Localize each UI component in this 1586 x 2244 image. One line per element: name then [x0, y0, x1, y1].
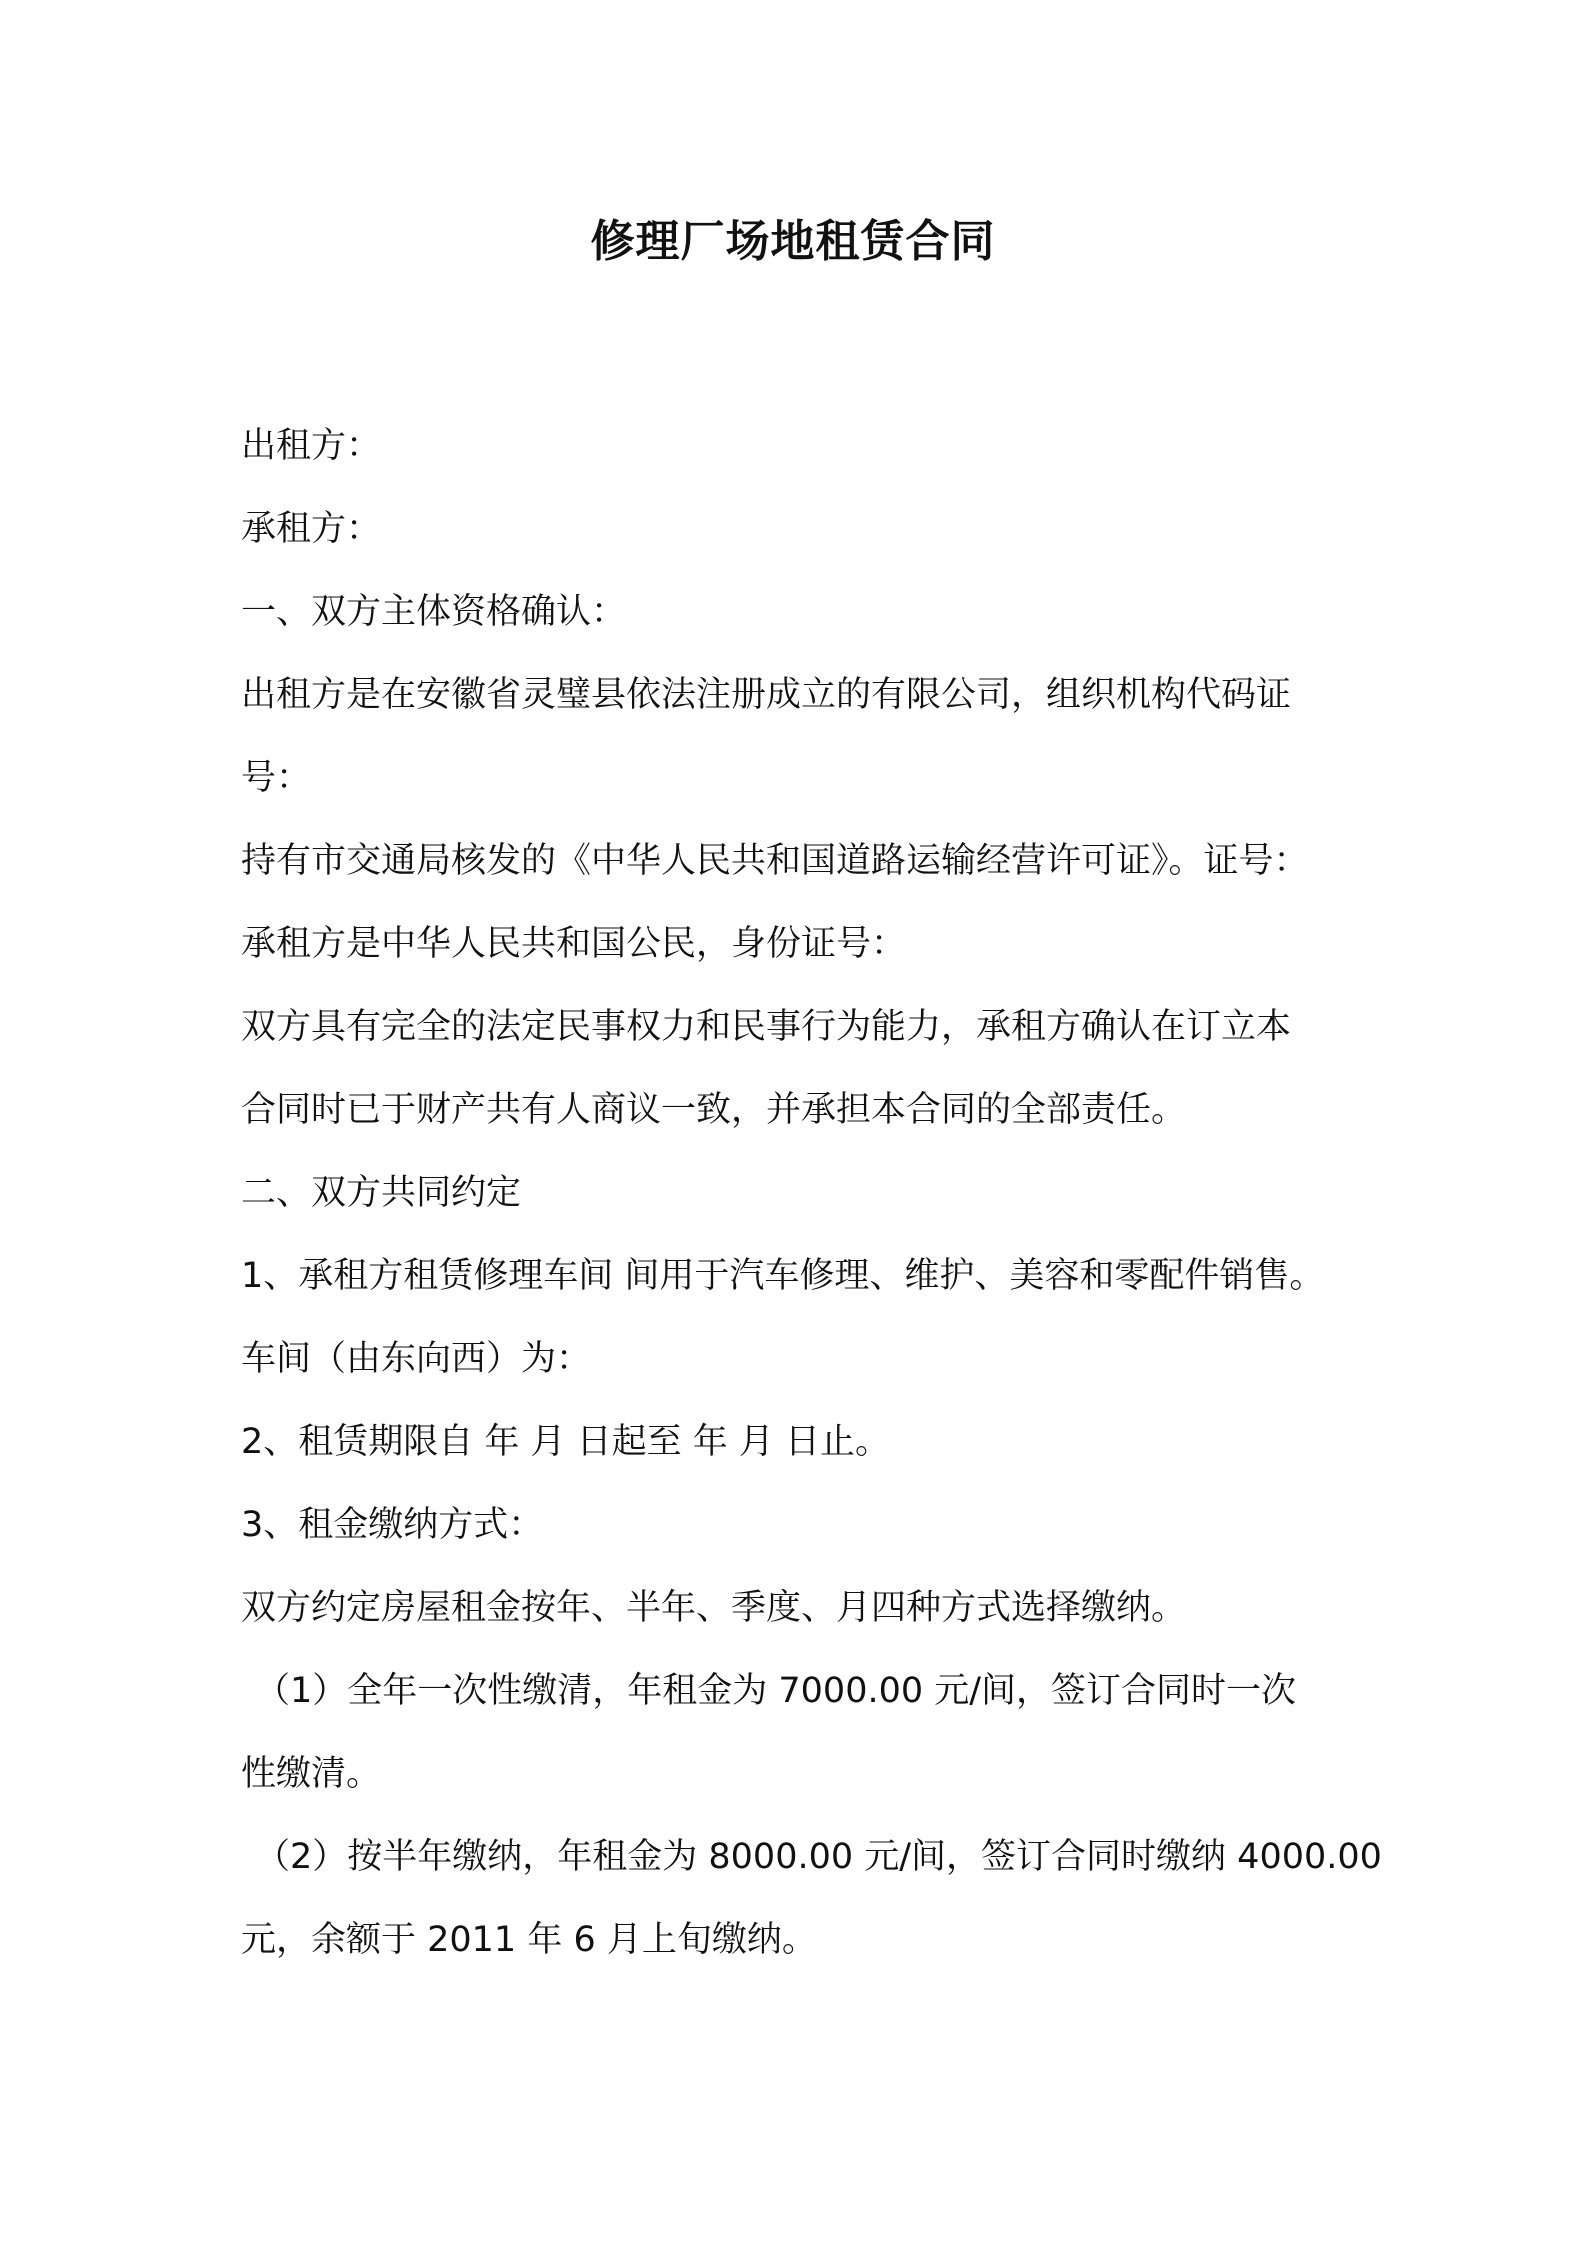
clause-line: 3、租金缴纳方式： — [241, 1505, 544, 1545]
lessor-line: 出租方： — [241, 426, 382, 466]
paragraph-line: 双方具有完全的法定民事权力和民事行为能力，承租方确认在订立本 — [241, 1007, 1292, 1047]
paragraph-line: 号： — [241, 758, 312, 798]
clause-line: 1、承租方租赁修理车间 间用于汽车修理、维护、美容和零配件销售。 — [241, 1256, 1325, 1296]
paragraph-line: 持有市交通局核发的《中华人民共和国道路运输经营许可证》。证号： — [241, 841, 1309, 881]
paragraph-line: 合同时已于财产共有人商议一致，并承担本合同的全部责任。 — [241, 1090, 1187, 1130]
section-heading-1: 一、双方主体资格确认： — [241, 592, 627, 632]
paragraph-line: 承租方是中华人民共和国公民，身份证号： — [241, 924, 907, 964]
document-title: 修理厂场地租赁合同 — [590, 216, 996, 267]
payment-option-line: 性缴清。 — [241, 1754, 382, 1794]
clause-line: 车间（由东向西）为： — [241, 1339, 592, 1379]
paragraph-line: 双方约定房屋租金按年、半年、季度、月四种方式选择缴纳。 — [241, 1588, 1187, 1628]
payment-option-line: （2）按半年缴纳，年租金为 8000.00 元/间，签订合同时缴纳 4000.00 — [255, 1837, 1382, 1877]
clause-line: 2、租赁期限自 年 月 日起至 年 月 日止。 — [241, 1422, 891, 1462]
lessee-line: 承租方： — [241, 509, 382, 549]
section-heading-2: 二、双方共同约定 — [241, 1173, 522, 1213]
payment-option-line: （1）全年一次性缴清，年租金为 7000.00 元/间，签订合同时一次 — [255, 1671, 1297, 1711]
document-body — [241, 405, 1382, 1982]
payment-option-line: 元，余额于 2011 年 6 月上旬缴纳。 — [241, 1920, 817, 1960]
paragraph-line: 出租方是在安徽省灵璧县依法注册成立的有限公司，组织机构代码证 — [241, 675, 1292, 715]
